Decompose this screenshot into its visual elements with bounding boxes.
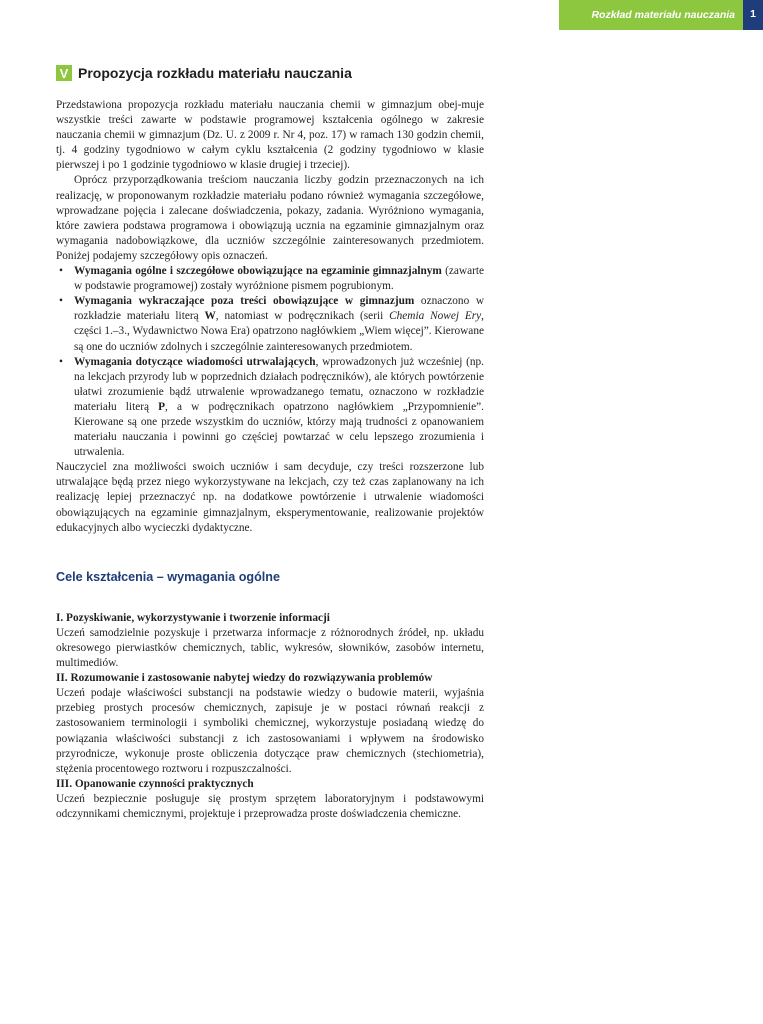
list-item-text: , natomiast w podręcznikach (serii xyxy=(215,310,390,323)
list-item xyxy=(56,294,484,354)
list-item-text: , wprowadzonych już wcześniej (np. na lekcjach przyrody lub w poprzednich działach podręczników), ale których powtórzenie ułatwi zrozumienie bądź utrwalenie wprowadzanego tematu, oznaczono w rozkładzie materiału literą xyxy=(74,355,484,413)
goals-title: Cele kształcenia – wymagania ogólne xyxy=(56,569,280,584)
list-item-text: oznaczono w rozkładzie materiału literą xyxy=(74,295,484,323)
page-number: 1 xyxy=(743,0,763,30)
goal-heading: III. Opanowanie czynności praktycznych xyxy=(56,777,254,790)
list-item-bold: Wymagania dotyczące wiadomości utrwalających xyxy=(74,355,316,368)
goal-section xyxy=(56,671,484,777)
intro-paragraph: Oprócz przyporządkowania treściom nauczania liczby godzin przeznaczonych na ich realizację, w proponowanym rozkładzie materiału podano również wymagania szczegółowe, wprowadzane pojęcia i zalecane doświadczenia, pokazy, zadania. Wyróżniono wymagania, które zawiera podstawa programowa i obowiązują ucznia na egzaminie gimnazjalnym oraz wymagania nadobowiązkowe, dla uczniów szczególnie zainteresowanych przedmiotem. Poniżej podajemy szczegółowy opis oznaczeń. xyxy=(56,174,484,262)
notation-letter: P xyxy=(158,400,166,413)
goal-heading: II. Rozumowanie i zastosowanie nabytej wiedzy do rozwiązywania problemów xyxy=(56,672,433,685)
list-item xyxy=(56,264,484,294)
list-item-text: , a w podręcznikach opatrzono nagłówkiem „Przypomnienie”. Kierowane są one przede wszystkim do uczniów, którzy mają trudności z opanowaniem materiału nauczania i powinni go częściej powtarzać w celu lepszego zrozumienia i utrwalenia. xyxy=(74,400,484,459)
running-header xyxy=(559,0,763,30)
intro-paragraph: Przedstawiona propozycja rozkładu materiału nauczania chemii w gimnazjum obej-muje wszystkie treści zawarte w podstawie programowej kształcenia ogólnego w zakresie nauczania chemii w gimnazjum (Dz. U. z 2009 r. Nr 4, poz. 17) w ramach 130 godzin chemii, tj. 4 godziny tygodniowo w całym cyklu kształcenia (2 godziny tygodniowo w klasie pierwszej i po 1 godzinie tygodniowo w klasie drugiej i trzeciej). xyxy=(56,99,484,172)
running-header-title: Rozkład materiału nauczania xyxy=(559,0,743,30)
goal-heading: I. Pozyskiwanie, wykorzystywanie i tworzenie informacji xyxy=(56,611,330,624)
list-item-text: (zawarte w podstawie programowej) zostały wyróżnione pismem pogrubionym. xyxy=(74,265,485,293)
main-content xyxy=(56,98,484,822)
chapter-badge: V xyxy=(56,65,72,81)
section-title: Propozycja rozkładu materiału nauczania xyxy=(78,65,352,81)
notation-letter: W xyxy=(204,310,216,323)
list-item xyxy=(56,355,484,461)
list-item-bold: Wymagania ogólne i szczegółowe obowiązujące na egzaminie gimnazjalnym xyxy=(74,265,442,278)
closing-paragraph: Nauczyciel zna możliwości swoich uczniów i sam decyduje, czy treści rozszerzone lub utrwalające będą przez niego wykorzystywane na lekcjach, czy też czas zaplanowany na ich realizację lepiej przeznaczyć np. na dodatkowe powtórzenie i utrwalenie wiadomości obowiązujących na egzaminie gimnazjalnym, eksperymentowanie, realizowanie projektów edukacyjnych albo wycieczki dydaktyczne. xyxy=(56,461,484,534)
notation-list xyxy=(56,264,484,460)
series-title: Chemia Nowej Ery xyxy=(389,310,482,323)
goal-section xyxy=(56,611,484,671)
goal-section xyxy=(56,777,484,822)
list-item-text: , części 1.–3., Wydawnictwo Nowa Era) opatrzono nagłówkiem „Wiem więcej”. Kierowane są one do uczniów zdolnych i szczególnie zainteresowanych przedmiotem. xyxy=(74,310,484,353)
goal-text: Uczeń bezpiecznie posługuje się prostym sprzętem laboratoryjnym i podstawowymi odczynnikami chemicznymi, projektuje i przeprowadza proste doświadczenia chemiczne. xyxy=(56,792,484,821)
section-heading xyxy=(56,65,352,81)
goal-text: Uczeń podaje właściwości substancji na podstawie wiedzy o budowie materii, wyjaśnia przebieg prostych procesów chemicznych, zapisuje je w postaci równań reakcji z zastosowaniem terminologii i symboliki chemicznej, wykorzystuje posiadaną wiedzę do powiązania właściwości substancji z ich zastosowaniami i wpływem na środowisko przyrodnicze, wykonuje proste obliczenia dotyczące praw chemicznych (stechiometria), stężenia procentowego roztworu i rozpuszczalności. xyxy=(56,687,484,775)
goal-text: Uczeń samodzielnie pozyskuje i przetwarza informacje z różnorodnych źródeł, np. układu okresowego pierwiastków chemicznych, tablic, wykresów, słowników, zasobów internetu, multimediów. xyxy=(56,626,484,670)
list-item-bold: Wymagania wykraczające poza treści obowiązujące w gimnazjum xyxy=(74,295,415,308)
